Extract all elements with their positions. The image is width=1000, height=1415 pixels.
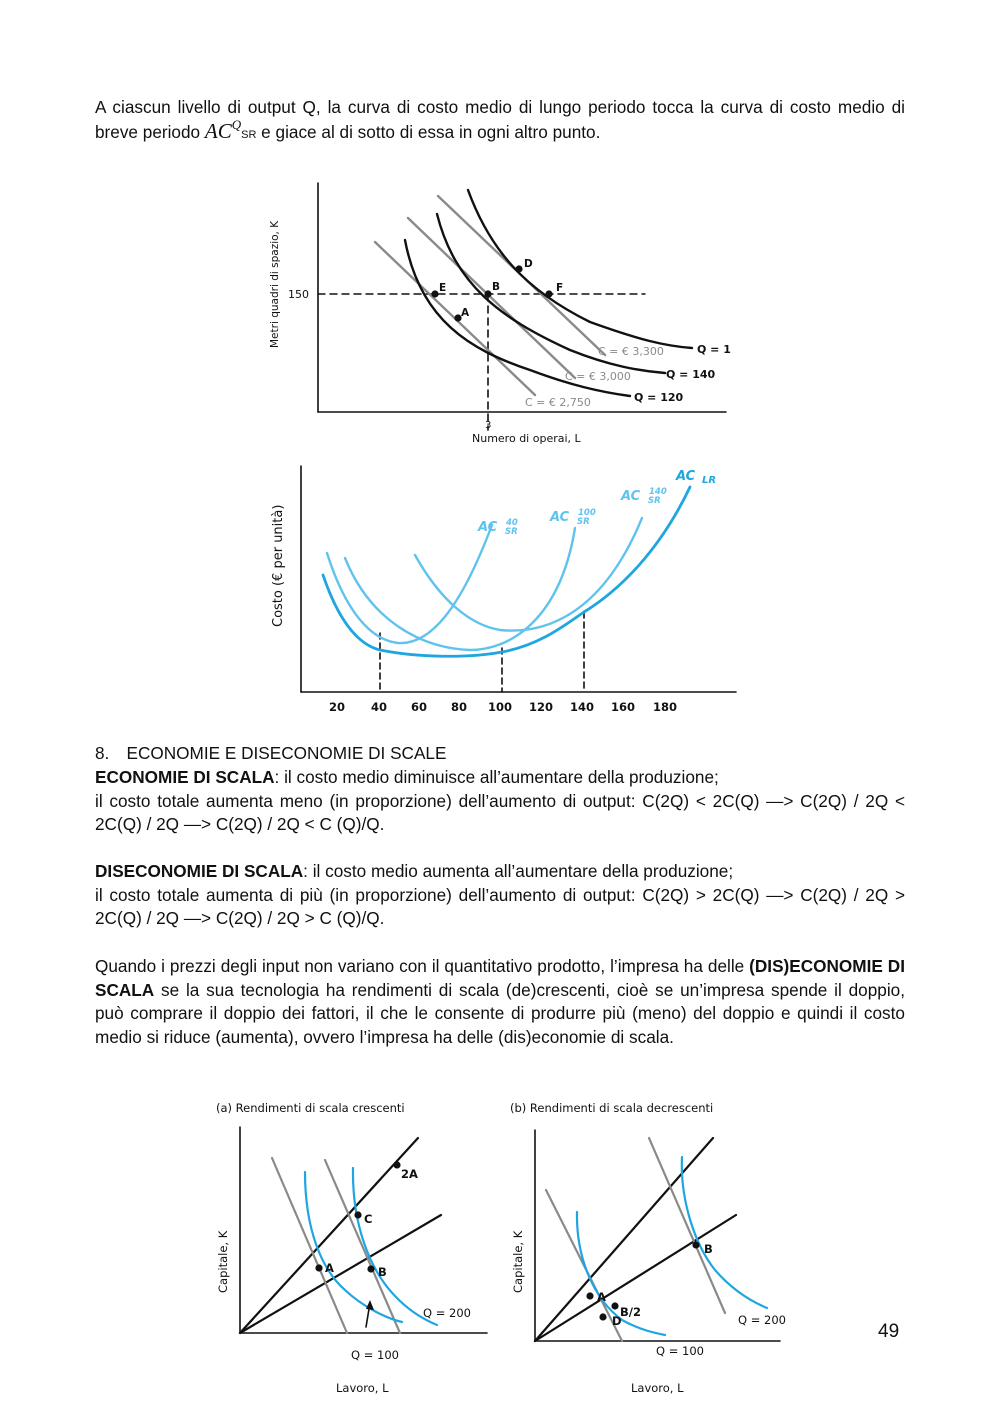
svg-text:140: 140 (649, 487, 667, 497)
isoquant-1-label: Q = 1 (697, 343, 731, 356)
svg-text:LR: LR (702, 475, 717, 486)
point-b-label: B (492, 281, 501, 293)
isoquant-isocost-figure (0, 0, 1000, 450)
svg-text:40: 40 (506, 518, 518, 528)
point-d-dot (515, 265, 522, 272)
ac-sup: Q (231, 116, 242, 132)
intro-text-before: A ciascun livello di output Q, la curva di costo medio di lungo periodo tocca la curva di costo medio di breve periodo (95, 97, 905, 142)
svg-text:AC: AC (676, 469, 696, 484)
diseconomie-paragraph (95, 860, 905, 931)
ac-lr-label (675, 469, 716, 486)
ac-sub: SR (241, 128, 257, 141)
dis-economie-term: (DIS)ECONOMIE DI SCALA (95, 956, 905, 1000)
ac-sr-40-label (477, 518, 518, 537)
fig-a-label-b: B (378, 1265, 387, 1279)
point-f-label: F (556, 282, 564, 294)
fig-a-point-b (367, 1265, 374, 1272)
isoquant-140-label: Q = 140 (666, 368, 716, 381)
economie-formula: il costo totale aumenta meno (in proporzione) dell’aumento di output: C(2Q) < 2C(Q) —> C(2Q) / 2Q < 2C(Q) / 2Q —> C(2Q) / 2Q < C (Q)/Q. (95, 790, 905, 835)
isocost-3000-label: C = € 3,000 (565, 370, 631, 383)
svg-text:AC: AC (478, 520, 498, 535)
isocost-2750-label: C = € 2,750 (525, 396, 591, 409)
fig-a-point-c (354, 1211, 361, 1218)
fig-a-label-2a: 2A (401, 1167, 418, 1181)
returns-to-scale-paragraph: Quando i prezzi degli input non variano con il quantitativo prodotto, l’impresa ha delle (DIS)ECONOMIE DI SCALA se la sua tecnologia ha rendimenti di scala (de)crescenti, cioè se un’impresa spende il doppio, può comprare il doppio dei fattori, il che le consente di produrre più (meno) del doppio e quindi il costo medio si riduce (aumenta), ovvero l’impresa ha delle (dis)economie di scala. (95, 956, 905, 1047)
fig-a-point-2a (393, 1161, 400, 1168)
point-f-dot (545, 290, 552, 297)
ac-x-tick-40: 40 (371, 700, 388, 714)
isocost-3300-label: C = € 3,300 (598, 345, 664, 358)
ac-sr-140-label (620, 487, 667, 506)
svg-text:SR: SR (648, 496, 661, 506)
fig-a-y-label: Capitale, K (216, 1230, 230, 1293)
point-b-dot (484, 290, 491, 297)
ac-x-tick-100: 100 (488, 700, 513, 714)
svg-text:SR: SR (505, 527, 518, 537)
ac-x-tick-20: 20 (329, 700, 346, 714)
ac-x-tick-180: 180 (653, 700, 678, 714)
svg-text:100: 100 (578, 508, 596, 518)
fig-a-point-a (315, 1264, 322, 1271)
fig-b-isoquant-200 (682, 1157, 767, 1308)
ac-x-tick-80: 80 (451, 700, 468, 714)
ac-x-tick-140: 140 (570, 700, 595, 714)
average-cost-figure (0, 450, 1000, 725)
fig-a-label-a: A (325, 1261, 334, 1275)
iso-y-label: Metri quadri di spazio, K (269, 220, 281, 348)
fig-b-x-label: Lavoro, L (631, 1381, 684, 1395)
svg-text:SR: SR (577, 517, 590, 527)
fig-a-q200-label: Q = 200 (423, 1306, 471, 1320)
fig-b-y-label: Capitale, K (511, 1230, 525, 1293)
fig-b-point-b (692, 1241, 699, 1248)
ac-x-tick-60: 60 (411, 700, 428, 714)
ac-sr-100-label (549, 508, 596, 527)
fig-a-isoquant-200 (353, 1168, 437, 1325)
point-a-label: A (461, 307, 470, 319)
fig-b-label-d: D (612, 1314, 622, 1328)
fig-b-label-b: B (704, 1242, 713, 1256)
economie-term: ECONOMIE DI SCALA (95, 767, 275, 787)
fig-b-q200-label: Q = 200 (738, 1313, 786, 1327)
fig-a-x-label: Lavoro, L (336, 1381, 389, 1395)
diseconomie-term: DISECONOMIE DI SCALA (95, 861, 304, 881)
ac-symbol: AC (204, 118, 232, 143)
ac-sr-100-curve (345, 528, 575, 650)
fig-b-label-b2: B/2 (620, 1305, 641, 1319)
fig-a-title: (a) Rendimenti di scala crescenti (216, 1101, 405, 1115)
isoquant-1 (468, 190, 692, 348)
point-e-label: E (439, 282, 447, 294)
svg-text:AC: AC (621, 489, 641, 504)
fig-b-point-a (586, 1292, 593, 1299)
decreasing-returns-figure (500, 1090, 820, 1415)
ac-sr-40-curve (327, 525, 492, 643)
ac-sr-140-curve (415, 518, 642, 631)
fig-b-point-d (599, 1313, 606, 1320)
economie-definition: : il costo medio diminuisce all’aumentare della produzione; (274, 767, 719, 787)
point-e-dot (431, 290, 438, 297)
diseconomie-definition: : il costo medio aumenta all’aumentare della produzione; (303, 861, 734, 881)
ac-x-tick-120: 120 (529, 700, 554, 714)
fig-b-label-a: A (597, 1290, 606, 1304)
iso-x-tick: 3 (485, 420, 492, 431)
fig-b-q100-label: Q = 100 (656, 1344, 704, 1358)
isoquant-120-label: Q = 120 (634, 391, 684, 404)
page-number: 49 (878, 1321, 900, 1342)
fig-b-title: (b) Rendimenti di scala decrescenti (510, 1101, 714, 1115)
intro-text-after: e giace al di sotto di essa in ogni altro punto. (256, 121, 601, 142)
ac-x-tick-160: 160 (611, 700, 636, 714)
fig-a-q100-label: Q = 100 (351, 1348, 399, 1362)
iso-y-tick: 150 (288, 288, 309, 301)
iso-x-label: Numero di operai, L (472, 432, 581, 445)
point-d-label: D (524, 258, 533, 270)
ac-y-label: Costo (€ per unità) (271, 504, 286, 627)
diseconomie-formula: il costo totale aumenta di più (in proporzione) dell’aumento di output: C(2Q) > 2C(Q) —> C(2Q) / 2Q > 2C(Q) / 2Q —> C(2Q) / 2Q > C (Q)/Q. (95, 884, 905, 929)
economie-paragraph (95, 766, 905, 837)
fig-b-point-b2 (611, 1302, 618, 1309)
fig-b-isocost-2 (649, 1138, 725, 1313)
fig-b-ray-flat (535, 1215, 736, 1341)
fig-a-label-c: C (364, 1212, 373, 1226)
svg-text:AC: AC (550, 510, 570, 525)
increasing-returns-figure (0, 1090, 500, 1415)
section-heading: 8. ECONOMIE E DISECONOMIE DI SCALE (95, 743, 447, 763)
fig-a-arrow-head (366, 1300, 374, 1310)
